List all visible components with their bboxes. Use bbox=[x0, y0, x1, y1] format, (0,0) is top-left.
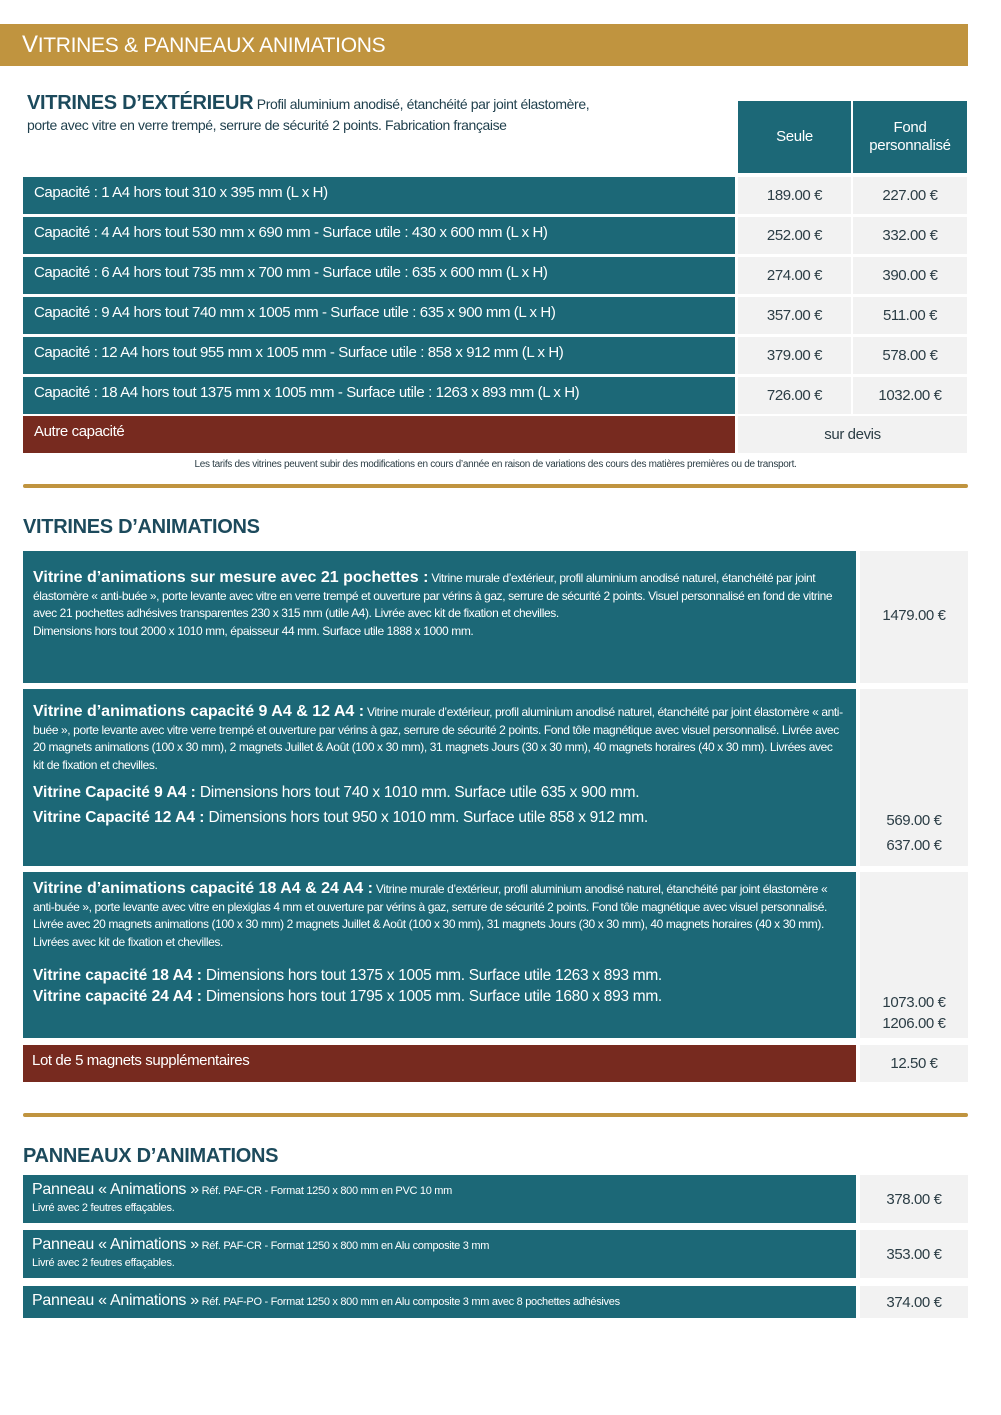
panel-item bbox=[23, 1175, 856, 1223]
variant-name: Vitrine Capacité 9 A4 : bbox=[33, 784, 196, 801]
capacity-row-label: Capacité : 1 A4 hors tout 310 x 395 mm (L x H) bbox=[23, 177, 735, 214]
capacity-row-label: Capacité : 9 A4 hors tout 740 mm x 1005 mm - Surface utile : 635 x 900 mm (L x H) bbox=[23, 297, 735, 334]
animation-block bbox=[23, 551, 856, 683]
block-text: Vitrine murale d’extérieur, profil aluminium anodisé naturel, étanchéité par joint élastomère « anti-buée », porte levante avec vitre en plexiglas 4 mm et ouverture par vérins à gaz, serrure de sécurité 2 points. Fond tôle magnétique avec visuel personnalisé. Livrée avec 20 magnets animations (100 x 30 mm) 2 magnets Juillet & Août (100 x 30 mm), 31 magnets Jours (30 x 30 mm), 40 magnets horaires (40 x 30 mm). Livrées avec kit de fixation et chevilles. bbox=[33, 882, 828, 949]
extra-magnets-label: Lot de 5 magnets supplémentaires bbox=[23, 1045, 856, 1082]
exterior-intro bbox=[27, 93, 727, 136]
panel-name: Panneau « Animations » bbox=[32, 1181, 199, 1198]
section-title: PANNEAUX D’ANIMATIONS bbox=[23, 1145, 279, 1167]
divider bbox=[23, 484, 968, 488]
price-fond: 332.00 € bbox=[853, 217, 967, 254]
price-seule: 274.00 € bbox=[738, 257, 851, 294]
variant-name: Vitrine capacité 18 A4 : bbox=[33, 967, 202, 984]
price: 1073.00 € bbox=[882, 994, 946, 1011]
panel-price: 374.00 € bbox=[860, 1286, 968, 1318]
variant-dims: Dimensions hors tout 740 x 1010 mm. Surface utile 635 x 900 mm. bbox=[195, 784, 640, 801]
block-text: Vitrine murale d’extérieur, profil aluminium anodisé naturel, étanchéité par joint élastomère « anti-buée », porte levante avec vitre verre trempé et ouverture par vérins à gaz, serrure de sécurité 2 points. Fond tôle magnétique avec visuel personnalisé. Livrée avec 20 magnets animations (100 x 30 mm), 2 magnets Juillet & Août (100 x 30 mm), 31 magnets Jours (30 x 30 mm), 40 magnets horaires (40 x 30 mm). Livrées avec kit de fixation et chevilles. bbox=[33, 705, 843, 772]
price-cell bbox=[860, 872, 968, 1038]
panel-price: 353.00 € bbox=[860, 1230, 968, 1278]
price-fond: 511.00 € bbox=[853, 297, 967, 334]
price-cell: 1479.00 € bbox=[860, 551, 968, 683]
section-title: VITRINES D’ANIMATIONS bbox=[23, 516, 260, 538]
capacity-row-label: Capacité : 4 A4 hors tout 530 mm x 690 mm - Surface utile : 430 x 600 mm (L x H) bbox=[23, 217, 735, 254]
variant-dims: Dimensions hors tout 950 x 1010 mm. Surface utile 858 x 912 mm. bbox=[204, 809, 648, 826]
panel-name: Panneau « Animations » bbox=[32, 1292, 199, 1309]
block-dims: Dimensions hors tout 2000 x 1010 mm, épaisseur 44 mm. Surface utile 1888 x 1000 mm. bbox=[33, 623, 474, 638]
panel-name: Panneau « Animations » bbox=[32, 1236, 199, 1253]
price-seule: 252.00 € bbox=[738, 217, 851, 254]
price: 637.00 € bbox=[886, 837, 942, 854]
panel-item bbox=[23, 1230, 856, 1278]
banner-title: ITRINES & PANNEAUX ANIMATIONS bbox=[37, 34, 386, 57]
page-banner bbox=[0, 24, 968, 66]
section-title: VITRINES D’EXTÉRIEUR bbox=[27, 92, 254, 114]
extra-magnets-price: 12.50 € bbox=[860, 1045, 968, 1082]
panel-note: Livré avec 2 feutres effaçables. bbox=[32, 1257, 175, 1269]
panel-item bbox=[23, 1286, 856, 1318]
panel-ref: Réf. PAF-PO - Format 1250 x 800 mm en Alu composite 3 mm avec 8 pochettes adhésives bbox=[198, 1296, 620, 1308]
variant-name: Vitrine Capacité 12 A4 : bbox=[33, 809, 205, 826]
variant-name: Vitrine capacité 24 A4 : bbox=[33, 988, 202, 1005]
panel-price: 378.00 € bbox=[860, 1175, 968, 1223]
col-header-seule: Seule bbox=[738, 101, 851, 173]
price-seule: 379.00 € bbox=[738, 337, 851, 374]
panel-ref: Réf. PAF-CR - Format 1250 x 800 mm en Alu composite 3 mm bbox=[198, 1240, 490, 1252]
variant-dims: Dimensions hors tout 1795 x 1005 mm. Surface utile 1680 x 893 mm. bbox=[201, 988, 662, 1005]
price-seule: 726.00 € bbox=[738, 377, 851, 414]
price-fond: 390.00 € bbox=[853, 257, 967, 294]
animation-block bbox=[23, 689, 856, 866]
variant-dims: Dimensions hors tout 1375 x 1005 mm. Surface utile 1263 x 893 mm. bbox=[201, 967, 662, 984]
capacity-row-label: Capacité : 12 A4 hors tout 955 mm x 1005 mm - Surface utile : 858 x 912 mm (L x H) bbox=[23, 337, 735, 374]
price: 569.00 € bbox=[886, 812, 942, 829]
block-title: Vitrine d’animations capacité 18 A4 & 24 A4 : bbox=[33, 880, 373, 897]
price-seule: 357.00 € bbox=[738, 297, 851, 334]
capacity-row-label: Capacité : 18 A4 hors tout 1375 mm x 1005 mm - Surface utile : 1263 x 893 mm (L x H) bbox=[23, 377, 735, 414]
banner-initial: V bbox=[22, 31, 38, 58]
price-fond: 1032.00 € bbox=[853, 377, 967, 414]
divider bbox=[23, 1113, 968, 1117]
exterior-desc-2: porte avec vitre en verre trempé, serrure de sécurité 2 points. Fabrication française bbox=[27, 117, 507, 133]
exterior-desc: Profil aluminium anodisé, étanchéité par joint élastomère, bbox=[253, 96, 590, 112]
footnote: Les tarifs des vitrines peuvent subir des modifications en cours d’année en raison de variations des cours des matières premières ou de transport. bbox=[194, 459, 797, 470]
block-title: Vitrine d’animations capacité 9 A4 & 12 A4 : bbox=[33, 703, 365, 720]
block-text: Vitrine murale d’extérieur, profil aluminium anodisé naturel, étanchéité par joint élastomère « anti-buée », porte levante avec vitre en verre trempé et ouverture par vérins à gaz, serrure de sécurité 2 points. Visuel personnalisé en fond de vitrine avec 21 pochettes adhésives transparentes 230 x 315 mm (utile A4). Livrée avec kit de fixation et chevilles. bbox=[33, 571, 833, 620]
other-capacity-label: Autre capacité bbox=[23, 416, 735, 453]
animation-block bbox=[23, 872, 856, 1038]
col-header-fond: Fond personnalisé bbox=[853, 101, 967, 173]
price: 1206.00 € bbox=[882, 1015, 946, 1032]
panel-note: Livré avec 2 feutres effaçables. bbox=[32, 1202, 175, 1214]
block-title: Vitrine d’animations sur mesure avec 21 pochettes : bbox=[33, 569, 429, 586]
capacity-row-label: Capacité : 6 A4 hors tout 735 mm x 700 mm - Surface utile : 635 x 600 mm (L x H) bbox=[23, 257, 735, 294]
price-cell bbox=[860, 689, 968, 866]
panel-ref: Réf. PAF-CR - Format 1250 x 800 mm en PVC 10 mm bbox=[198, 1185, 453, 1197]
price-seule: 189.00 € bbox=[738, 177, 851, 214]
price-fond: 578.00 € bbox=[853, 337, 967, 374]
other-capacity-price: sur devis bbox=[738, 416, 967, 453]
price-fond: 227.00 € bbox=[853, 177, 967, 214]
